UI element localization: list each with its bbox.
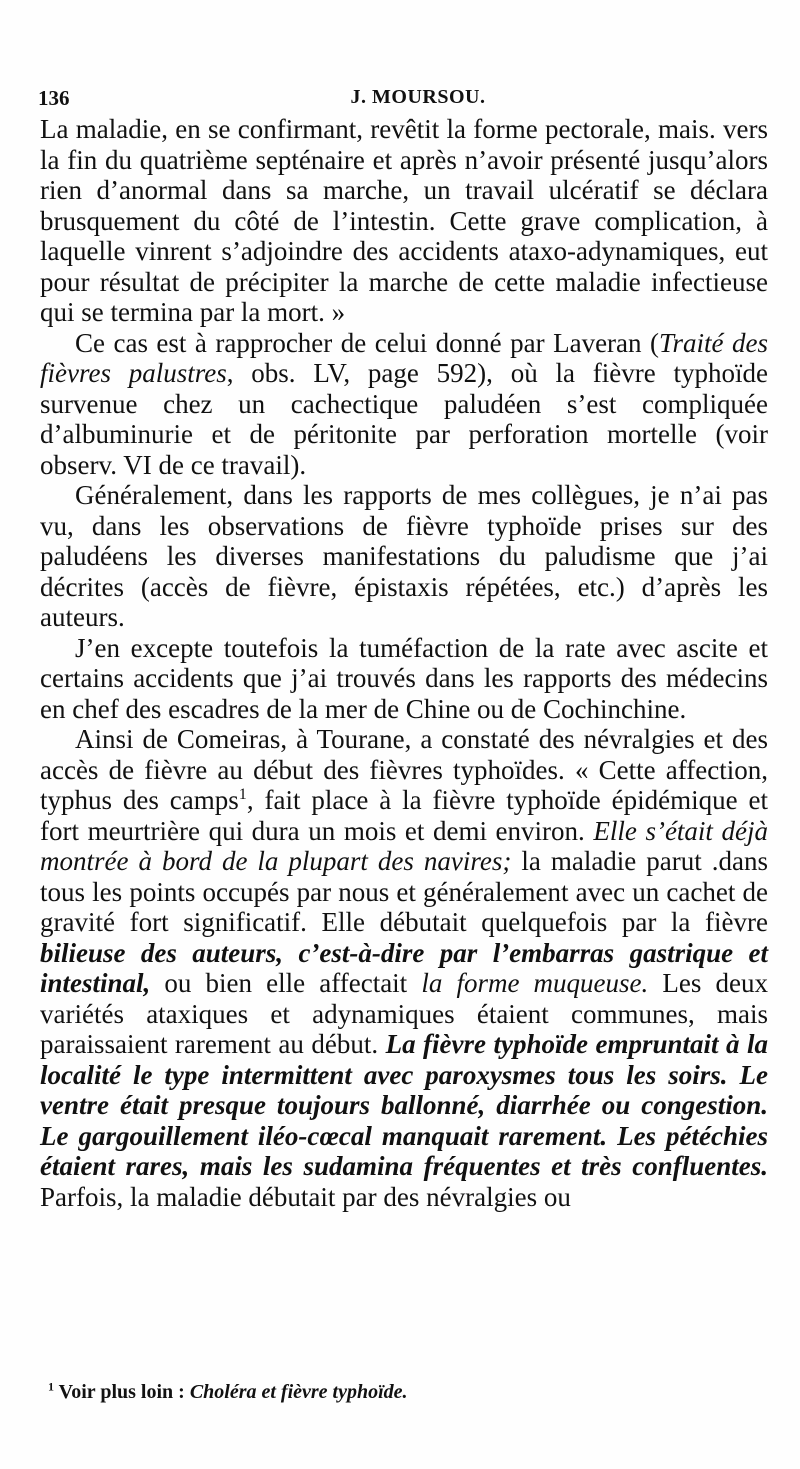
paragraph-5-text-f: Parfois, la maladie débutait par des névralgies ou bbox=[40, 1181, 571, 1212]
paragraph-5-italic-2: bilieuse des auteurs, c’est-à-dire par l’embarras gastrique et intestinal, bbox=[40, 937, 768, 998]
paragraph-1: La maladie, en se confirmant, revêtit la forme pectorale, mais. vers la fin du quatrième septénaire et après n’avoir présenté jusqu’alors rien d’anormal dans sa marche, un travail ulcératif se déclara brusquement du côté de l’intestin. Cette grave complication, à laquelle vinrent s’adjoindre des accidents ataxo-adynamiques, eut pour résultat de précipiter la marche de cette maladie infectieuse qui se termina par la mort. » bbox=[40, 114, 768, 327]
paragraph-5-italic-4: La fièvre typhoïde empruntait à la localité le type intermittent avec paroxysmes tous les soirs. Le ventre était presque toujours ballonné, diarrhée ou congestion. Le gargouillement iléo-cœcal manquait rarement. Les pétéchies étaient rares, mais les sudamina fréquentes et très confluentes. bbox=[40, 1029, 768, 1181]
paragraph-4: J’en excepte toutefois la tuméfaction de la rate avec ascite et certains accidents que j’ai trouvés dans les rapports des médecins en chef des escadres de la mer de Chine ou de Cochinchine. bbox=[40, 632, 768, 724]
paragraph-5-text-d: ou bien elle affectait bbox=[150, 968, 422, 998]
page-number: 136 bbox=[38, 86, 70, 110]
paragraph-5-text-b: , fait place à la fièvre typhoïde épidémique et fort meurtrière qui dura un mois et demi environ. bbox=[40, 785, 769, 846]
paragraph-2-italic-title: Traité des fièvres palustres bbox=[40, 327, 768, 388]
footnote-reference: 1 bbox=[238, 785, 247, 803]
paragraph-2-text-a: Ce cas est à rapprocher de celui donné par Laveran ( bbox=[75, 327, 659, 358]
footnote-italic: Choléra et fièvre typhoïde. bbox=[189, 1381, 408, 1403]
paragraph-5-text-c: la maladie parut .dans tous les points occupés par nous et généralement avec un cachet de gravité fort significatif. Elle débutait quelquefois par la fièvre bbox=[40, 846, 768, 937]
footnote bbox=[40, 1381, 776, 1404]
running-head: J. MOURSOU. bbox=[350, 86, 486, 108]
paragraph-5-text-a: Ainsi de Comeiras, à Tourane, a constaté des névralgies et des accès de fièvre au début des fièvres typhoïdes. « Cette affection, typhus des camps bbox=[40, 724, 768, 815]
paragraph-3: Généralement, dans les rapports de mes collègues, je n’ai pas vu, dans les observations de fièvre typhoïde prises sur des paludéens les diverses manifestations du paludisme que j’ai décrites (accès de fièvre, épistaxis répétées, etc.) d’après les auteurs. bbox=[40, 480, 768, 632]
page-header bbox=[38, 86, 768, 116]
paragraph-5-text-e: Les deux variétés ataxiques et adynamiques étaient communes, mais paraissaient rarement au début. bbox=[40, 968, 769, 1059]
body-text bbox=[40, 114, 768, 1212]
paragraph-2 bbox=[40, 328, 768, 481]
paragraph-5 bbox=[40, 724, 768, 1212]
paragraph-5-italic-1: Elle s’était déjà montrée à bord de la plupart des navires; bbox=[40, 815, 768, 876]
paragraph-5-italic-3: la forme muqueuse. bbox=[421, 968, 649, 998]
paragraph-2-text-b: , obs. LV, page 592), où la fièvre typhoïde survenue chez un cachectique paludéen s’est compliquée d’albuminurie et de péritonite par perforation mortelle (voir observ. VI de ce travail). bbox=[40, 358, 768, 480]
footnote-mark: 1 bbox=[48, 1379, 54, 1394]
footnote-prefix: Voir plus loin : bbox=[54, 1381, 190, 1403]
